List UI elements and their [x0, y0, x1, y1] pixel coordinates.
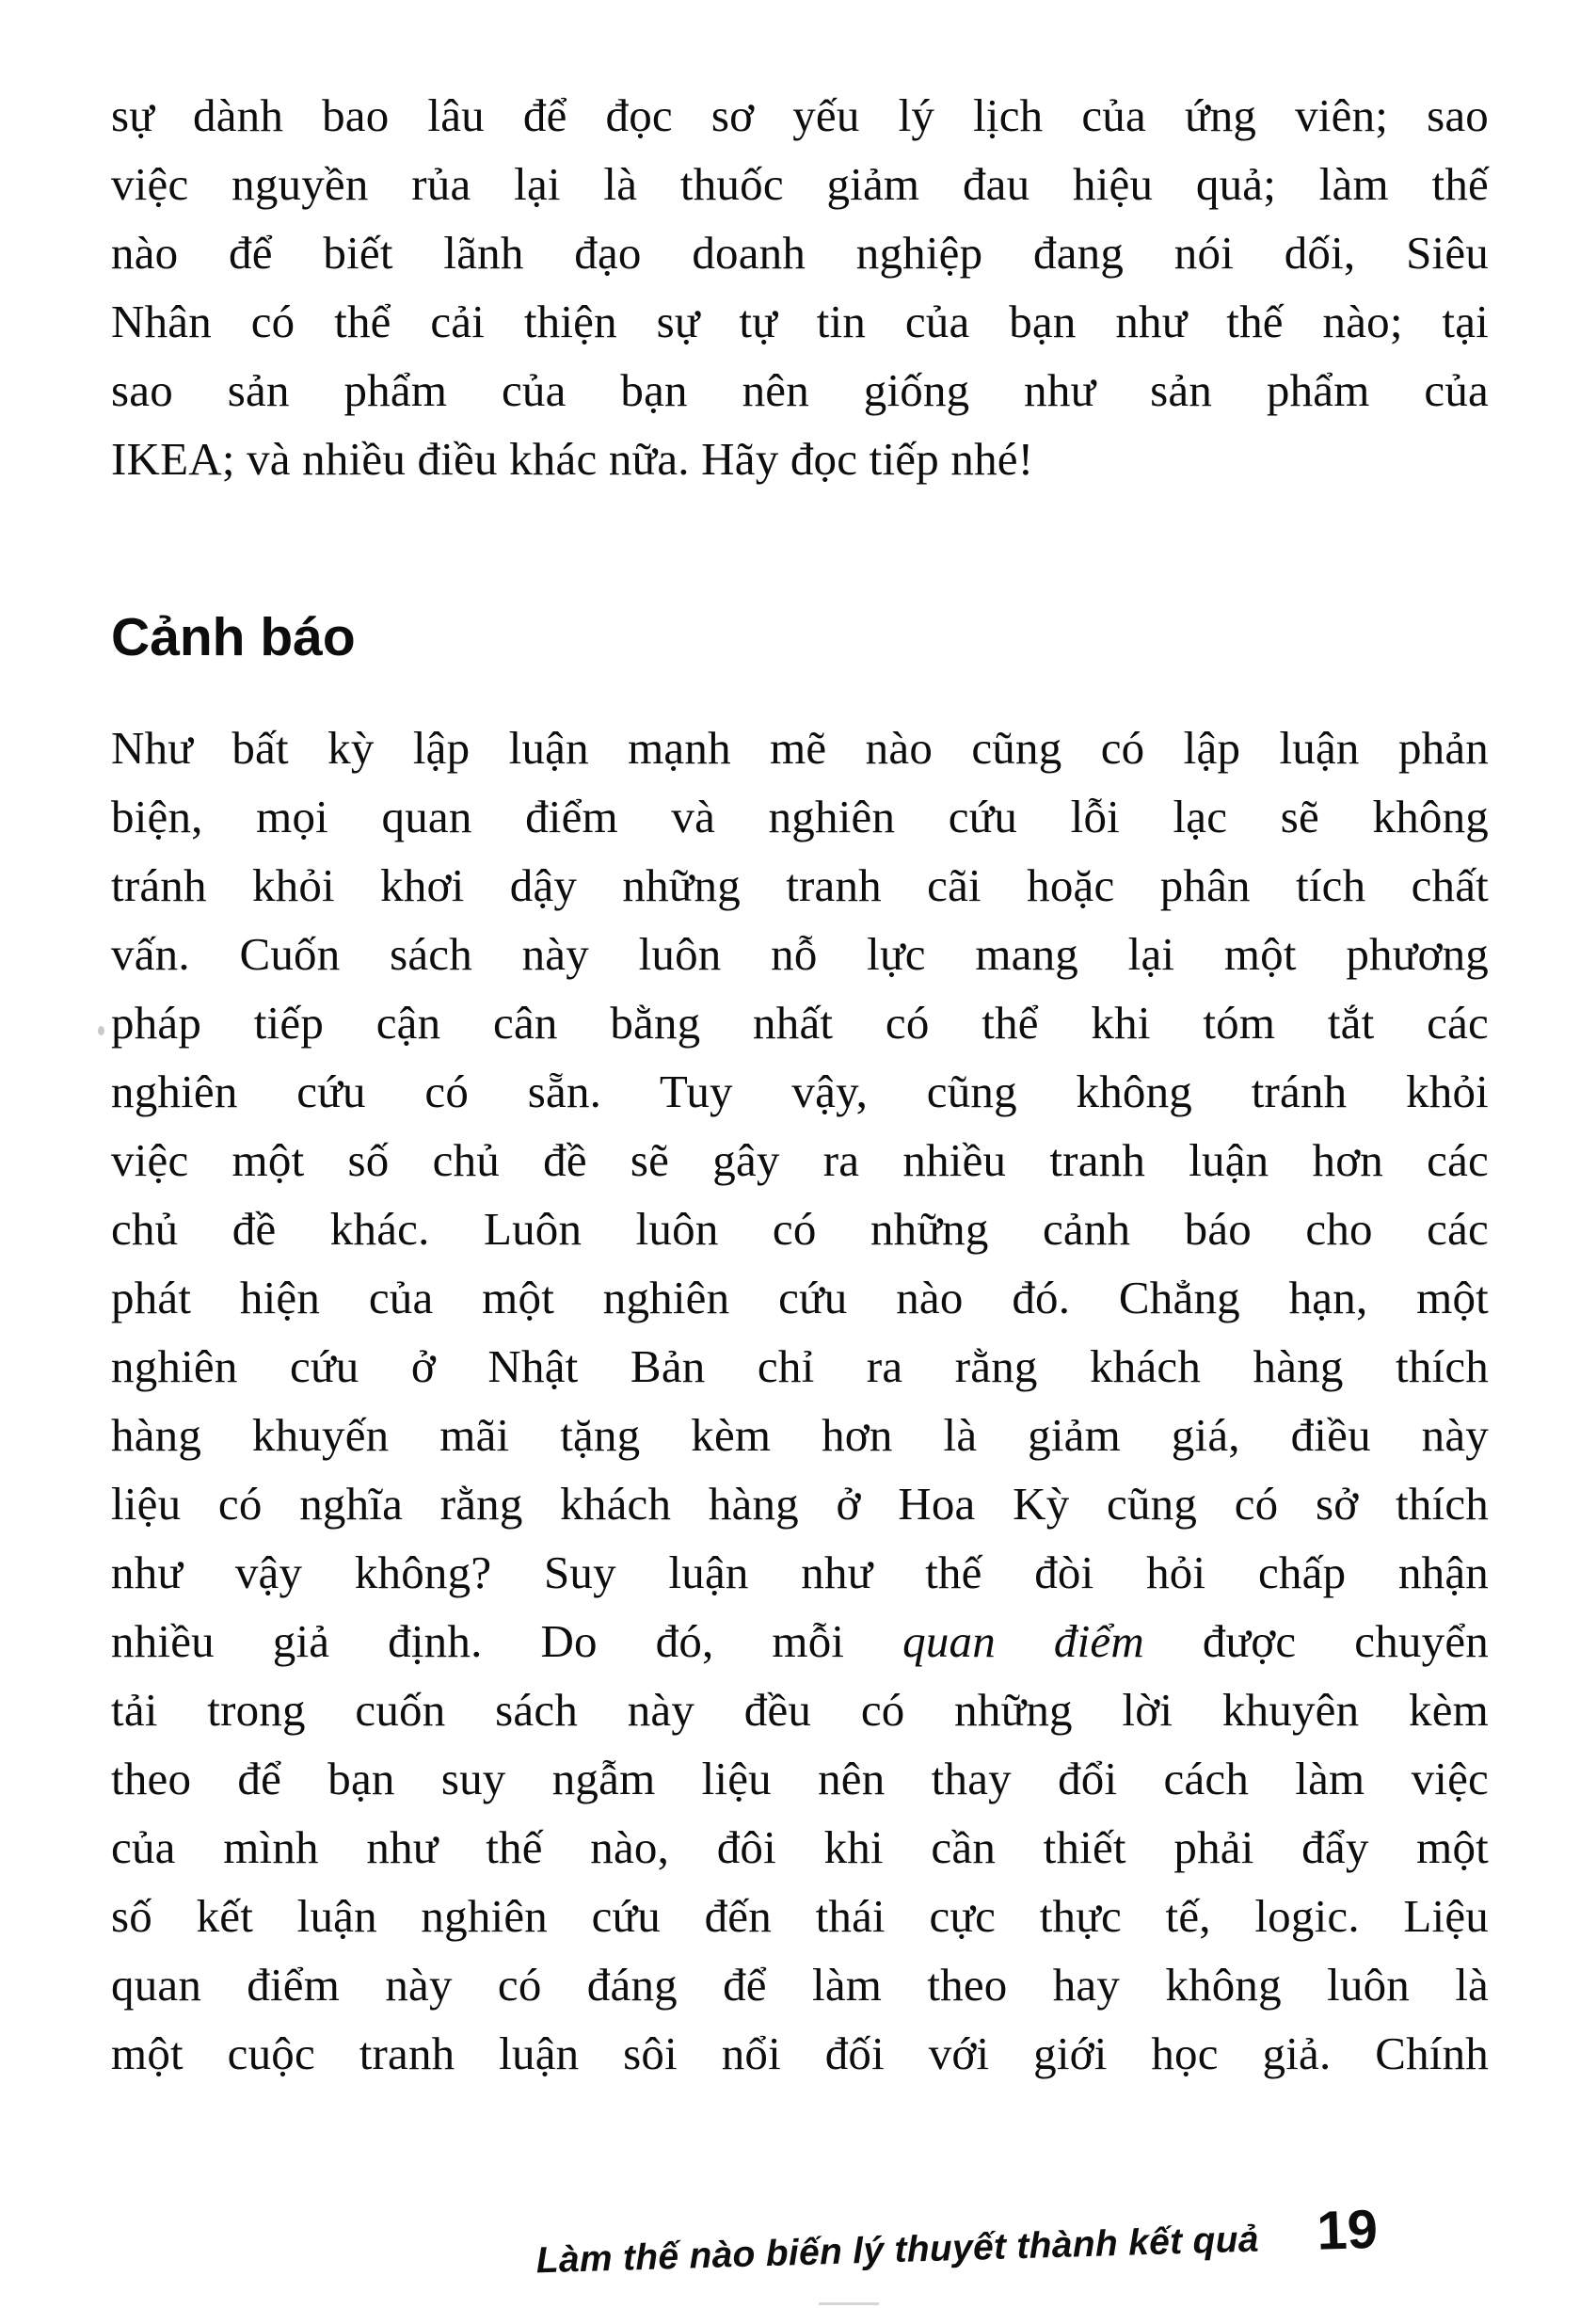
text-run: biện, mọi quan điểm và nghiên cứu lỗi lạc sẽ không — [111, 791, 1489, 842]
text-run: vấn. Cuốn sách này luôn nỗ lực mang lại một phương — [111, 928, 1489, 980]
text-run: nào để biết lãnh đạo doanh nghiệp đang nói dối, Siêu — [111, 227, 1489, 279]
text-run: theo để bạn suy ngẫm liệu nên thay đổi cách làm việc — [111, 1753, 1489, 1804]
text-line — [111, 1469, 1489, 1538]
text-line — [111, 1607, 1489, 1675]
text-line — [111, 1675, 1489, 1744]
text-run: nhiều giả định. Do đó, mỗi — [111, 1615, 903, 1667]
text-run: sự dành bao lâu để đọc sơ yếu lý lịch của ứng viên; sao — [111, 89, 1489, 141]
scan-artifact-edge-mark — [819, 2302, 879, 2305]
text-run: quan điểm này có đáng để làm theo hay không luôn là — [111, 1959, 1489, 2011]
text-line — [111, 1332, 1489, 1401]
text-run: sao sản phẩm của bạn nên giống như sản phẩm của — [111, 364, 1489, 416]
text-run: được chuyển — [1143, 1615, 1489, 1667]
text-line — [111, 81, 1489, 150]
text-run: nghiên cứu có sẵn. Tuy vậy, cũng không tránh khỏi — [111, 1066, 1489, 1117]
text-run: tải trong cuốn sách này đều có những lời khuyên kèm — [111, 1684, 1489, 1736]
text-line — [111, 1057, 1489, 1126]
text-run: liệu có nghĩa rằng khách hàng ở Hoa Kỳ cũng có sở thích — [111, 1478, 1489, 1530]
text-line — [111, 713, 1489, 782]
text-column — [111, 81, 1489, 2088]
text-line — [111, 287, 1489, 356]
text-run: IKEA; và nhiều điều khác nữa. Hãy đọc tiếp nhé! — [111, 433, 1034, 485]
text-run: tránh khỏi khơi dậy những tranh cãi hoặc phân tích chất — [111, 859, 1489, 911]
text-line — [111, 1882, 1489, 1950]
page-footer — [0, 2191, 1596, 2301]
text-line — [111, 782, 1489, 851]
text-line — [111, 1126, 1489, 1194]
text-run: một cuộc tranh luận sôi nổi đối với giới học giả. Chính — [111, 2028, 1489, 2079]
paragraph-warning — [111, 713, 1489, 2088]
text-run: số kết luận nghiên cứu đến thái cực thực tế, logic. Liệu — [111, 1890, 1489, 1942]
text-run: việc một số chủ đề sẽ gây ra nhiều tranh luận hơn các — [111, 1134, 1489, 1186]
scan-artifact-speck — [98, 1026, 104, 1035]
text-line — [111, 851, 1489, 920]
text-line — [111, 988, 1489, 1057]
italic-phrase: quan điểm — [902, 1615, 1144, 1667]
text-line — [111, 425, 1489, 493]
paragraph-continued — [111, 81, 1489, 493]
text-line — [111, 218, 1489, 287]
text-run: chủ đề khác. Luôn luôn có những cảnh báo cho các — [111, 1203, 1489, 1255]
page-number: 19 — [1316, 2198, 1379, 2262]
text-line — [111, 920, 1489, 988]
text-run: của mình như thế nào, đôi khi cần thiết phải đẩy một — [111, 1821, 1489, 1873]
text-line — [111, 356, 1489, 425]
text-run: như vậy không? Suy luận như thế đòi hỏi chấp nhận — [111, 1547, 1489, 1598]
text-run: hàng khuyến mãi tặng kèm hơn là giảm giá, điều này — [111, 1409, 1489, 1461]
text-line — [111, 2019, 1489, 2088]
text-run: việc nguyền rủa lại là thuốc giảm đau hiệu quả; làm thế — [111, 158, 1489, 210]
text-line — [111, 1744, 1489, 1813]
text-line — [111, 1813, 1489, 1882]
running-title: Làm thế nào biến lý thuyết thành kết quả — [535, 2219, 1260, 2282]
text-run: phát hiện của một nghiên cứu nào đó. Chẳng hạn, một — [111, 1272, 1489, 1323]
text-line — [111, 1950, 1489, 2019]
section-heading: Cảnh báo — [111, 607, 356, 667]
text-run: nghiên cứu ở Nhật Bản chỉ ra rằng khách hàng thích — [111, 1340, 1489, 1392]
text-line — [111, 150, 1489, 218]
text-line — [111, 1401, 1489, 1469]
text-run: Như bất kỳ lập luận mạnh mẽ nào cũng có lập luận phản — [111, 722, 1489, 774]
text-line — [111, 1263, 1489, 1332]
text-line — [111, 1194, 1489, 1263]
text-line — [111, 1538, 1489, 1607]
text-run: pháp tiếp cận cân bằng nhất có thể khi tóm tắt các — [111, 997, 1489, 1049]
text-run: Nhân có thể cải thiện sự tự tin của bạn như thế nào; tại — [111, 296, 1489, 347]
